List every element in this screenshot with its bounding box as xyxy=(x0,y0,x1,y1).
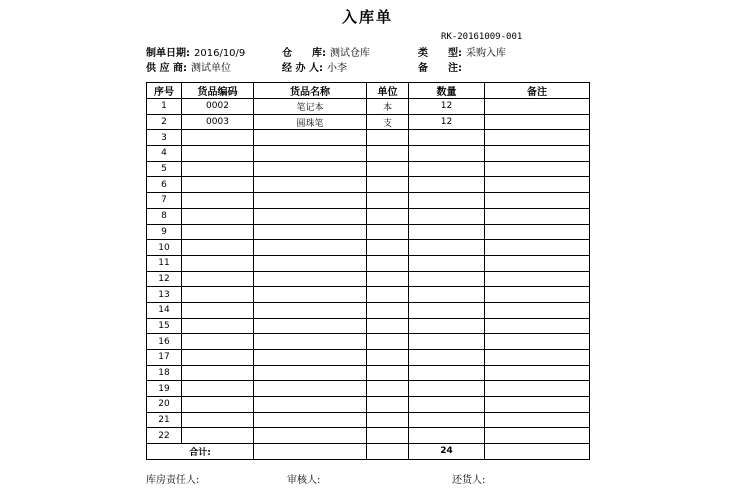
table-row xyxy=(147,334,590,350)
cell-unit xyxy=(367,397,409,413)
meta-date-label: 制单日期: xyxy=(146,48,190,59)
cell-code xyxy=(182,318,254,334)
cell-name: 圆珠笔 xyxy=(254,114,367,130)
cell-unit xyxy=(367,240,409,256)
cell-code xyxy=(182,365,254,381)
cell-quantity xyxy=(409,365,485,381)
total-note-cell xyxy=(485,444,590,460)
cell-quantity xyxy=(409,271,485,287)
table-row xyxy=(147,255,590,271)
cell-note xyxy=(485,271,590,287)
cell-code xyxy=(182,255,254,271)
table-header-row xyxy=(147,83,590,99)
cell-index: 9 xyxy=(147,224,182,240)
cell-name xyxy=(254,365,367,381)
cell-unit xyxy=(367,271,409,287)
cell-note xyxy=(485,224,590,240)
cell-index: 1 xyxy=(147,99,182,115)
table-row xyxy=(147,130,590,146)
cell-unit xyxy=(367,428,409,444)
cell-code xyxy=(182,302,254,318)
cell-index: 12 xyxy=(147,271,182,287)
cell-note xyxy=(485,287,590,303)
cell-note xyxy=(485,99,590,115)
cell-unit xyxy=(367,381,409,397)
cell-index: 22 xyxy=(147,428,182,444)
footer-returner: 还货人: xyxy=(452,475,486,486)
cell-index: 15 xyxy=(147,318,182,334)
cell-quantity xyxy=(409,381,485,397)
cell-code xyxy=(182,240,254,256)
cell-index: 17 xyxy=(147,350,182,366)
meta-date xyxy=(146,44,245,59)
table-row xyxy=(147,412,590,428)
cell-note xyxy=(485,161,590,177)
cell-name xyxy=(254,397,367,413)
cell-quantity xyxy=(409,161,485,177)
table-row xyxy=(147,224,590,240)
cell-unit xyxy=(367,130,409,146)
cell-quantity xyxy=(409,350,485,366)
meta-handler-value: 小李 xyxy=(326,63,347,74)
cell-quantity xyxy=(409,130,485,146)
cell-index: 20 xyxy=(147,397,182,413)
header-note: 备注 xyxy=(485,83,590,99)
cell-note xyxy=(485,428,590,444)
cell-code xyxy=(182,428,254,444)
cell-name xyxy=(254,412,367,428)
cell-note xyxy=(485,412,590,428)
cell-unit: 本 xyxy=(367,99,409,115)
meta-supplier xyxy=(146,59,231,74)
cell-quantity xyxy=(409,224,485,240)
cell-quantity: 12 xyxy=(409,99,485,115)
cell-index: 2 xyxy=(147,114,182,130)
meta-warehouse xyxy=(282,44,370,59)
cell-note xyxy=(485,193,590,209)
cell-note xyxy=(485,381,590,397)
document-title: 入库单 xyxy=(341,8,393,26)
table-row xyxy=(147,318,590,334)
cell-quantity xyxy=(409,428,485,444)
total-unit-cell xyxy=(367,444,409,460)
cell-unit xyxy=(367,412,409,428)
meta-warehouse-label: 仓 库: xyxy=(282,48,326,59)
cell-code xyxy=(182,193,254,209)
cell-unit xyxy=(367,350,409,366)
total-quantity: 24 xyxy=(409,444,485,460)
meta-warehouse-value: 测试仓库 xyxy=(330,48,370,59)
meta-remark-label: 备 注: xyxy=(418,63,462,74)
footer-keeper: 库房责任人: xyxy=(146,475,200,486)
cell-quantity: 12 xyxy=(409,114,485,130)
cell-note xyxy=(485,318,590,334)
cell-note xyxy=(485,130,590,146)
cell-quantity xyxy=(409,397,485,413)
cell-unit xyxy=(367,193,409,209)
cell-note xyxy=(485,397,590,413)
cell-code xyxy=(182,412,254,428)
cell-index: 21 xyxy=(147,412,182,428)
cell-note xyxy=(485,114,590,130)
header-index: 序号 xyxy=(147,83,182,99)
cell-note xyxy=(485,146,590,162)
cell-unit xyxy=(367,334,409,350)
cell-code xyxy=(182,177,254,193)
cell-index: 5 xyxy=(147,161,182,177)
meta-date-value: 2016/10/9 xyxy=(194,48,246,59)
table-row xyxy=(147,161,590,177)
cell-name xyxy=(254,428,367,444)
cell-name xyxy=(254,146,367,162)
cell-code xyxy=(182,130,254,146)
header-name: 货品名称 xyxy=(254,83,367,99)
document-number: RK-20161009-001 xyxy=(441,32,523,42)
table-row xyxy=(147,208,590,224)
cell-name xyxy=(254,208,367,224)
meta-type-label: 类 型: xyxy=(418,48,462,59)
cell-name xyxy=(254,177,367,193)
cell-unit xyxy=(367,365,409,381)
cell-code xyxy=(182,397,254,413)
meta-supplier-label: 供 应 商: xyxy=(146,63,187,74)
cell-code xyxy=(182,146,254,162)
cell-quantity xyxy=(409,302,485,318)
meta-supplier-value: 测试单位 xyxy=(190,63,231,74)
cell-note xyxy=(485,302,590,318)
cell-index: 14 xyxy=(147,302,182,318)
cell-unit xyxy=(367,255,409,271)
cell-unit xyxy=(367,318,409,334)
cell-index: 13 xyxy=(147,287,182,303)
total-name-cell xyxy=(254,444,367,460)
cell-index: 6 xyxy=(147,177,182,193)
cell-unit xyxy=(367,287,409,303)
cell-index: 19 xyxy=(147,381,182,397)
cell-name xyxy=(254,318,367,334)
cell-name xyxy=(254,334,367,350)
cell-quantity xyxy=(409,240,485,256)
cell-code xyxy=(182,350,254,366)
cell-name xyxy=(254,381,367,397)
cell-code xyxy=(182,161,254,177)
cell-name xyxy=(254,302,367,318)
cell-index: 11 xyxy=(147,255,182,271)
meta-remark xyxy=(418,59,466,74)
table-row xyxy=(147,350,590,366)
cell-code xyxy=(182,381,254,397)
table-row xyxy=(147,365,590,381)
cell-name xyxy=(254,224,367,240)
table-row xyxy=(147,99,590,115)
cell-code xyxy=(182,287,254,303)
cell-unit: 支 xyxy=(367,114,409,130)
cell-index: 8 xyxy=(147,208,182,224)
cell-unit xyxy=(367,146,409,162)
cell-index: 10 xyxy=(147,240,182,256)
cell-index: 16 xyxy=(147,334,182,350)
cell-note xyxy=(485,334,590,350)
cell-index: 3 xyxy=(147,130,182,146)
cell-unit xyxy=(367,302,409,318)
cell-note xyxy=(485,208,590,224)
cell-unit xyxy=(367,208,409,224)
table-row xyxy=(147,302,590,318)
cell-code: 0002 xyxy=(182,99,254,115)
cell-name xyxy=(254,350,367,366)
table-row xyxy=(147,397,590,413)
cell-quantity xyxy=(409,412,485,428)
table-row xyxy=(147,146,590,162)
cell-name xyxy=(254,161,367,177)
cell-index: 7 xyxy=(147,193,182,209)
cell-quantity xyxy=(409,177,485,193)
cell-note xyxy=(485,350,590,366)
table-row xyxy=(147,240,590,256)
cell-name xyxy=(254,271,367,287)
header-code: 货品编码 xyxy=(182,83,254,99)
meta-handler-label: 经 办 人: xyxy=(282,63,323,74)
meta-type-value: 采购入库 xyxy=(466,48,506,59)
meta-handler xyxy=(282,59,347,74)
table-row xyxy=(147,193,590,209)
cell-name: 笔记本 xyxy=(254,99,367,115)
items-table xyxy=(146,82,590,460)
table-row xyxy=(147,428,590,444)
table-row xyxy=(147,177,590,193)
cell-name xyxy=(254,193,367,209)
table-row xyxy=(147,271,590,287)
cell-unit xyxy=(367,177,409,193)
meta-type xyxy=(418,44,506,59)
cell-quantity xyxy=(409,255,485,271)
cell-name xyxy=(254,130,367,146)
cell-index: 4 xyxy=(147,146,182,162)
cell-index: 18 xyxy=(147,365,182,381)
header-unit: 单位 xyxy=(367,83,409,99)
cell-note xyxy=(485,365,590,381)
cell-quantity xyxy=(409,208,485,224)
table-row xyxy=(147,381,590,397)
cell-quantity xyxy=(409,193,485,209)
cell-quantity xyxy=(409,146,485,162)
cell-quantity xyxy=(409,287,485,303)
cell-code xyxy=(182,208,254,224)
cell-name xyxy=(254,240,367,256)
table-row xyxy=(147,114,590,130)
total-row xyxy=(147,444,590,460)
footer-auditor: 审核人: xyxy=(287,475,321,486)
cell-code xyxy=(182,224,254,240)
cell-name xyxy=(254,255,367,271)
cell-note xyxy=(485,255,590,271)
cell-code: 0003 xyxy=(182,114,254,130)
total-label: 合计: xyxy=(147,444,254,460)
cell-code xyxy=(182,334,254,350)
table-row xyxy=(147,287,590,303)
cell-quantity xyxy=(409,334,485,350)
cell-code xyxy=(182,271,254,287)
cell-note xyxy=(485,177,590,193)
cell-unit xyxy=(367,161,409,177)
cell-note xyxy=(485,240,590,256)
cell-unit xyxy=(367,224,409,240)
header-quantity: 数量 xyxy=(409,83,485,99)
cell-quantity xyxy=(409,318,485,334)
cell-name xyxy=(254,287,367,303)
